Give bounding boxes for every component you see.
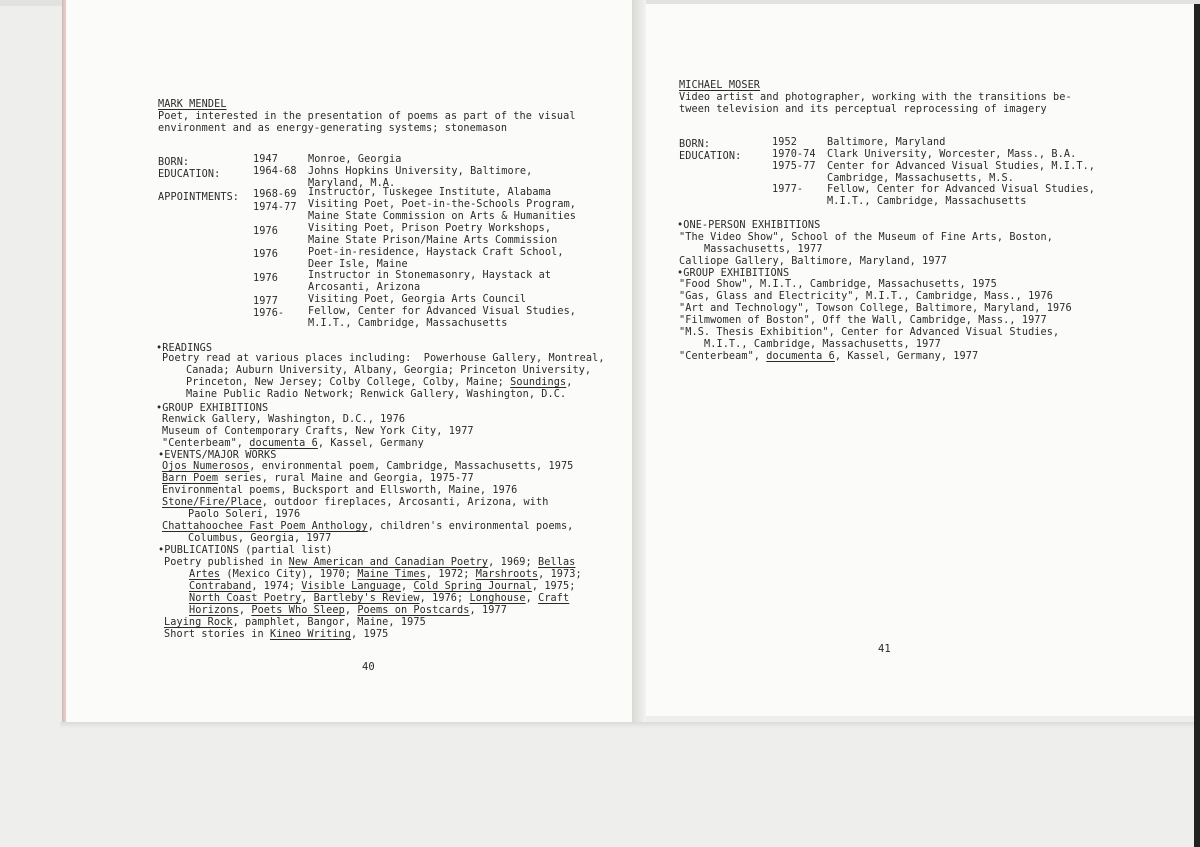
appointment-entry: Maine State Commission on Arts & Humanities [308, 211, 577, 222]
events-line: Chattahoochee Fast Poem Anthology, children's environmental poems, [162, 521, 574, 532]
appointment-years: 1968-69 [253, 189, 297, 200]
artist-description: environment and as energy-generating systems; stonemason [158, 123, 508, 134]
education-years: 1964-68 [253, 166, 297, 177]
appointment-entry: Deer Isle, Maine [308, 259, 408, 270]
group-line: "Art and Technology", Towson College, Baltimore, Maryland, 1976 [679, 303, 1072, 314]
appointment-years: 1976 [253, 273, 278, 284]
education-years: 1975-77 [772, 161, 816, 172]
publications-line: North Coast Poetry, Bartleby's Review, 1976; Longhouse, Craft [189, 593, 570, 604]
education-years: 1970-74 [772, 149, 816, 160]
born-year: 1947 [253, 154, 278, 165]
education-entry: Cambridge, Massachusetts, M.S. [827, 173, 1015, 184]
events-line: Stone/Fire/Place, outdoor fireplaces, Arcosanti, Arizona, with [162, 497, 549, 508]
artist-description: Video artist and photographer, working with the transitions be- [679, 92, 1072, 103]
section-heading: •ONE-PERSON EXHIBITIONS [677, 220, 821, 231]
readings-line: Maine Public Radio Network; Renwick Gallery, Washington, D.C. [186, 389, 567, 400]
group-line: "Centerbeam", documenta 6, Kassel, Germany, 1977 [679, 351, 979, 362]
appointment-entry: Visiting Poet, Prison Poetry Workshops, [308, 223, 552, 234]
group-line: "Gas, Glass and Electricity", M.I.T., Cambridge, Mass., 1976 [679, 291, 1054, 302]
appointment-entry: Fellow, Center for Advanced Visual Studies, [308, 306, 577, 317]
born-label: BORN: [679, 139, 711, 150]
group-line: Renwick Gallery, Washington, D.C., 1976 [162, 414, 406, 425]
section-heading: •EVENTS/MAJOR WORKS [158, 450, 277, 461]
readings-line: Canada; Auburn University, Albany, Georgia; Princeton University, [186, 365, 592, 376]
scan-edge [1194, 4, 1200, 847]
group-line: "Food Show", M.I.T., Cambridge, Massachusetts, 1975 [679, 279, 997, 290]
appointment-years: 1976- [253, 308, 285, 319]
publications-line: Laying Rock, pamphlet, Bangor, Maine, 1975 [164, 617, 426, 628]
born-label: BORN: [158, 157, 190, 168]
readings-line: Poetry read at various places including: Powerhouse Gallery, Montreal, [162, 353, 605, 364]
born-year: 1952 [772, 137, 797, 148]
group-line: "Filmwomen of Boston", Off the Wall, Cambridge, Mass., 1977 [679, 315, 1047, 326]
events-line: Ojos Numerosos, environmental poem, Cambridge, Massachusetts, 1975 [162, 461, 574, 472]
oneperson-line: Massachusetts, 1977 [704, 244, 823, 255]
appointment-entry: Poet-in-residence, Haystack Craft School, [308, 247, 564, 258]
artist-name: MARK MENDEL [158, 99, 227, 110]
page-number: 41 [878, 643, 891, 655]
events-line: Paolo Soleri, 1976 [188, 509, 301, 520]
appointment-entry: M.I.T., Cambridge, Massachusetts [308, 318, 508, 329]
publications-line: Horizons, Poets Who Sleep, Poems on Postcards, 1977 [189, 605, 507, 616]
section-heading: •GROUP EXHIBITIONS [677, 268, 790, 279]
oneperson-line: Calliope Gallery, Baltimore, Maryland, 1977 [679, 256, 948, 267]
publications-line: Contraband, 1974; Visible Language, Cold Spring Journal, 1975; [189, 581, 576, 592]
page-number: 40 [362, 661, 375, 673]
publications-line: Poetry published in New American and Canadian Poetry, 1969; Bellas [164, 557, 576, 568]
group-line: "M.S. Thesis Exhibition", Center for Advanced Visual Studies, [679, 327, 1060, 338]
appointment-entry: Maine State Prison/Maine Arts Commission [308, 235, 558, 246]
appointment-entry: Arcosanti, Arizona [308, 282, 421, 293]
group-line: "Centerbeam", documenta 6, Kassel, Germany [162, 438, 424, 449]
born-place: Baltimore, Maryland [827, 137, 946, 148]
appointment-years: 1974-77 [253, 202, 297, 213]
education-entry: Johns Hopkins University, Baltimore, [308, 166, 533, 177]
section-heading: •READINGS [156, 343, 213, 354]
publications-line: Short stories in Kineo Writing, 1975 [164, 629, 389, 640]
appointment-entry: Visiting Poet, Georgia Arts Council [308, 294, 527, 305]
appointments-label: APPOINTMENTS: [158, 192, 240, 203]
events-line: Columbus, Georgia, 1977 [188, 533, 332, 544]
born-place: Monroe, Georgia [308, 154, 402, 165]
artist-name: MICHAEL MOSER [679, 80, 761, 91]
appointment-entry: Visiting Poet, Poet-in-the-Schools Program, [308, 199, 577, 210]
artist-description: tween television and its perceptual reprocessing of imagery [679, 104, 1047, 115]
publications-line: Artes (Mexico City), 1970; Maine Times, 1972; Marshroots, 1973; [189, 569, 582, 580]
education-entry: Center for Advanced Visual Studies, M.I.T., [827, 161, 1096, 172]
education-entry: Fellow, Center for Advanced Visual Studies, [827, 184, 1096, 195]
events-line: Barn Poem series, rural Maine and Georgia, 1975-77 [162, 473, 474, 484]
artist-description: Poet, interested in the presentation of poems as part of the visual [158, 111, 576, 122]
appointment-entry: Instructor in Stonemasonry, Haystack at [308, 270, 552, 281]
education-entry: Maryland, M.A. [308, 178, 396, 189]
readings-line: Princeton, New Jersey; Colby College, Colby, Maine; Soundings, [186, 377, 573, 388]
appointment-years: 1976 [253, 249, 278, 260]
appointment-years: 1976 [253, 226, 278, 237]
education-years: 1977- [772, 184, 804, 195]
education-label: EDUCATION: [158, 169, 221, 180]
education-entry: M.I.T., Cambridge, Massachusetts [827, 196, 1027, 207]
section-heading: •GROUP EXHIBITIONS [156, 403, 269, 414]
events-line: Environmental poems, Bucksport and Ellsworth, Maine, 1976 [162, 485, 518, 496]
group-line: M.I.T., Cambridge, Massachusetts, 1977 [704, 339, 941, 350]
book-spine [632, 0, 646, 722]
appointment-years: 1977 [253, 296, 278, 307]
page-shadow [60, 722, 1194, 728]
appointment-entry: Instructor, Tuskegee Institute, Alabama [308, 187, 552, 198]
section-heading: •PUBLICATIONS (partial list) [158, 545, 333, 556]
education-label: EDUCATION: [679, 151, 742, 162]
group-line: Museum of Contemporary Crafts, New York City, 1977 [162, 426, 474, 437]
education-entry: Clark University, Worcester, Mass., B.A. [827, 149, 1077, 160]
oneperson-line: "The Video Show", School of the Museum of Fine Arts, Boston, [679, 232, 1054, 243]
